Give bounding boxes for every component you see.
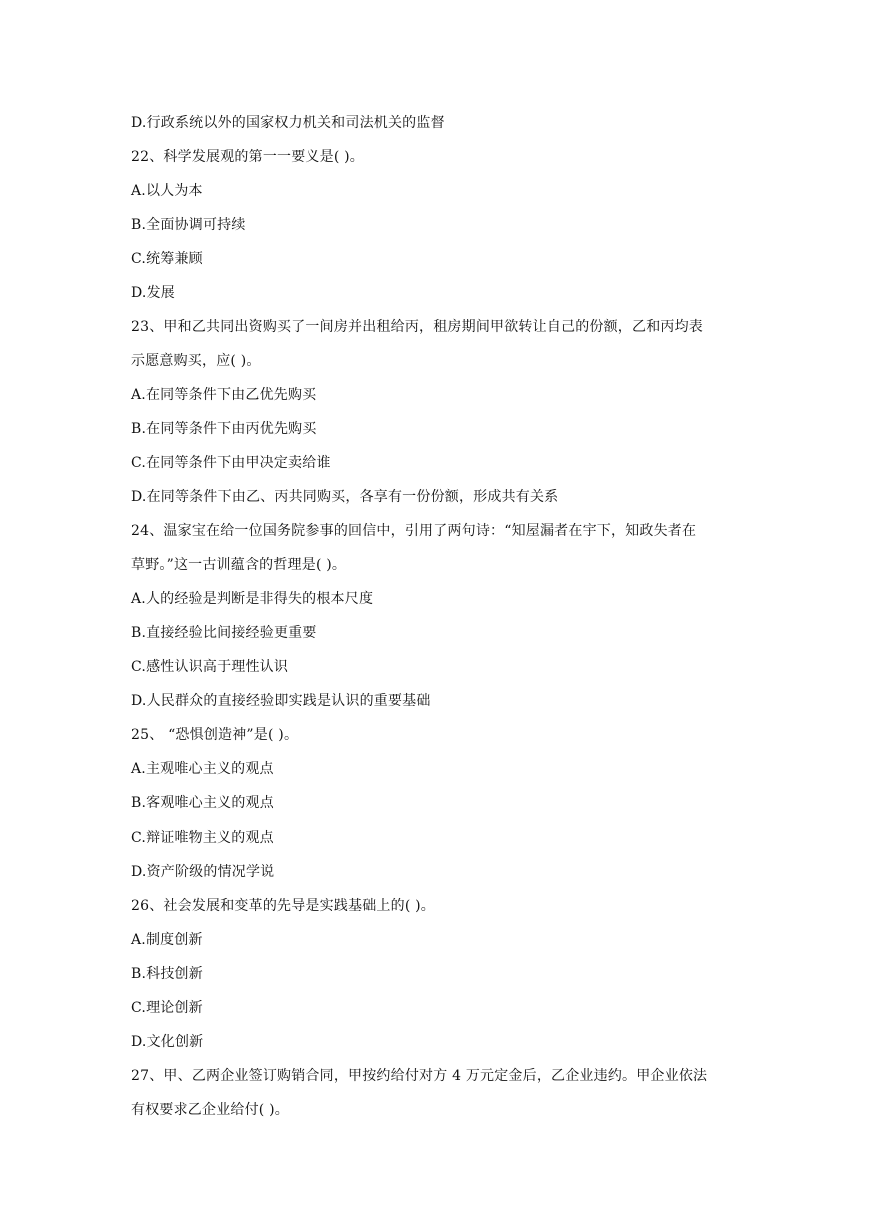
option-22-c: C.统筹兼顾 [131, 251, 203, 267]
option-22-a: A.以人为本 [131, 183, 203, 199]
question-23-line-1: 23、甲和乙共同出资购买了一间房并出租给丙，租房期间甲欲转让自己的份额，乙和丙均表 [131, 319, 704, 335]
question-26: 26、社会发展和变革的先导是实践基础上的( )。 [131, 898, 435, 914]
option-25-c: C.辩证唯物主义的观点 [131, 830, 274, 846]
option-23-a: A.在同等条件下由乙优先购买 [131, 387, 317, 403]
option-22-b: B.全面协调可持续 [131, 217, 246, 233]
option-26-b: B.科技创新 [131, 966, 203, 982]
option-26-c: C.理论创新 [131, 1000, 203, 1016]
option-26-a: A.制度创新 [131, 932, 203, 948]
option-24-b: B.直接经验比间接经验更重要 [131, 625, 317, 641]
question-24-line-2: 草野。”这一古训蕴含的哲理是( )。 [131, 557, 347, 573]
option-24-c: C.感性认识高于理性认识 [131, 659, 289, 675]
question-27-line-2: 有权要求乙企业给付( )。 [131, 1102, 289, 1118]
question-22: 22、科学发展观的第一一要义是( )。 [131, 149, 364, 165]
option-26-d: D.文化创新 [131, 1034, 204, 1050]
option-24-d: D.人民群众的直接经验即实践是认识的重要基础 [131, 693, 431, 709]
option-23-b: B.在同等条件下由丙优先购买 [131, 421, 317, 437]
option-24-a: A.人的经验是判断是非得失的根本尺度 [131, 591, 374, 607]
question-23-line-2: 示愿意购买，应( )。 [131, 353, 261, 369]
option-23-c: C.在同等条件下由甲决定卖给谁 [131, 455, 331, 471]
question-25: 25、 “恐惧创造神”是( )。 [131, 727, 299, 743]
question-27-line-1: 27、甲、乙两企业签订购销合同，甲按约给付对方 4 万元定金后，乙企业违约。甲企业依法 [131, 1068, 708, 1084]
option-23-d: D.在同等条件下由乙、丙共同购买，各享有一份份额，形成共有关系 [131, 489, 559, 505]
option-25-d: D.资产阶级的情况学说 [131, 864, 275, 880]
option-21-d: D.行政系统以外的国家权力机关和司法机关的监督 [131, 115, 445, 131]
option-25-b: B.客观唯心主义的观点 [131, 795, 274, 811]
option-22-d: D.发展 [131, 285, 175, 301]
option-25-a: A.主观唯心主义的观点 [131, 761, 274, 777]
question-24-line-1: 24、温家宝在给一位国务院参事的回信中，引用了两句诗：“知屋漏者在宇下，知政失者在 [131, 523, 697, 539]
